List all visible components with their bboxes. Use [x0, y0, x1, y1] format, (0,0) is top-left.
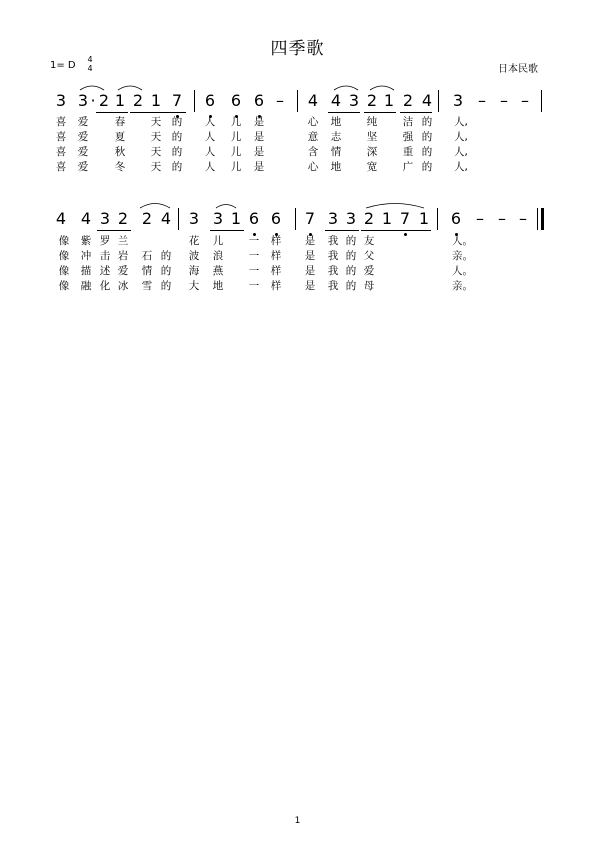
lyric: 浪: [212, 250, 224, 262]
note: 2: [363, 209, 375, 228]
lyric: 紫: [80, 235, 92, 247]
lyric: 爱: [77, 146, 89, 158]
lyric: 人,: [454, 146, 468, 158]
note: 6: [450, 209, 462, 228]
lyric: 的: [421, 146, 433, 158]
lyric: 冲: [80, 250, 92, 262]
lyric: 波: [188, 250, 200, 262]
dash: –: [498, 209, 506, 228]
lyric: 是: [304, 265, 316, 277]
dash: –: [521, 91, 529, 110]
time-signature-top: 4: [87, 55, 93, 64]
lyric: 爱: [117, 265, 129, 277]
lyric: 深: [366, 146, 378, 158]
note: 3: [348, 91, 360, 110]
lyric: 描: [80, 265, 92, 277]
note: 4: [80, 209, 92, 228]
lyric: 是: [253, 161, 265, 173]
lyric: 儿: [230, 161, 242, 173]
note: 2: [141, 209, 153, 228]
lyric: 一: [248, 280, 260, 292]
lyric: 是: [253, 131, 265, 143]
lyric: 是: [253, 116, 265, 128]
note: 6: [270, 209, 282, 228]
lyric: 的: [171, 146, 183, 158]
note: 7: [171, 91, 183, 110]
lyric: 宽: [366, 161, 378, 173]
lyric: 人,: [454, 116, 468, 128]
note: 3: [99, 209, 111, 228]
note: 3: [55, 91, 67, 110]
lyric: 像: [58, 280, 70, 292]
lyric: 广: [402, 161, 414, 173]
lyric: 地: [212, 280, 224, 292]
lyric: 大: [188, 280, 200, 292]
lyric: 情: [141, 265, 153, 277]
note: 3: [212, 209, 224, 228]
lyric: 重: [402, 146, 414, 158]
slur: [118, 86, 142, 90]
lyric: 我: [327, 265, 339, 277]
lyric: 的: [345, 280, 357, 292]
lyric: 石: [141, 250, 153, 262]
lyric: 冰: [117, 280, 129, 292]
lyric: 像: [58, 235, 70, 247]
lyric: 春: [114, 116, 126, 128]
lyric: 儿: [230, 146, 242, 158]
dash: –: [519, 209, 527, 228]
lyric: 爱: [77, 161, 89, 173]
lyric: 儿: [230, 116, 242, 128]
lyric: 的: [345, 250, 357, 262]
lyric: 样: [270, 265, 282, 277]
slur: [140, 204, 170, 209]
note: 4: [55, 209, 67, 228]
lyric: 是: [304, 235, 316, 247]
lyric: 样: [270, 250, 282, 262]
lyric: 秋: [114, 146, 126, 158]
note: 2: [132, 91, 144, 110]
key-signature: 1= D: [50, 60, 76, 71]
note: 2: [366, 91, 378, 110]
lyric: 是: [304, 280, 316, 292]
lyric: 兰: [117, 235, 129, 247]
lyric: 人,: [454, 131, 468, 143]
lyric: 样: [270, 280, 282, 292]
note: 1: [381, 209, 393, 228]
lyric: 情: [330, 146, 342, 158]
lyric: 海: [188, 265, 200, 277]
lyric: 的: [171, 116, 183, 128]
lyric: 喜: [55, 116, 67, 128]
lyric: 人,: [454, 161, 468, 173]
lyric: 像: [58, 250, 70, 262]
lyric: 人: [204, 131, 216, 143]
lyric: 人: [204, 161, 216, 173]
note: 1: [150, 91, 162, 110]
slur: [216, 205, 236, 209]
slur: [366, 204, 424, 209]
lyric: 燕: [212, 265, 224, 277]
note: 1: [114, 91, 126, 110]
lyric: 雪: [141, 280, 153, 292]
note: 6: [204, 91, 216, 110]
lyric: 的: [160, 265, 172, 277]
lyric: 父: [363, 250, 375, 262]
dash: –: [476, 209, 484, 228]
lyric: 的: [160, 250, 172, 262]
lyric: 友: [363, 235, 375, 247]
time-signature-bottom: 4: [87, 64, 93, 73]
lyric: 喜: [55, 146, 67, 158]
lyric: 天: [150, 131, 162, 143]
note: 3: [345, 209, 357, 228]
lyric: 亲。: [452, 250, 473, 262]
note: 4: [160, 209, 172, 228]
lyric: 的: [421, 131, 433, 143]
lyric: 爱: [77, 116, 89, 128]
lyric: 强: [402, 131, 414, 143]
composer-credit: 日本民歌: [498, 64, 538, 75]
lyric: 罗: [99, 235, 111, 247]
lyric: 一: [248, 235, 260, 247]
lyric: 夏: [114, 131, 126, 143]
lyric: 冬: [114, 161, 126, 173]
lyric: 爱: [363, 265, 375, 277]
lyric: 心: [307, 161, 319, 173]
lyric: 我: [327, 235, 339, 247]
lyric: 的: [171, 131, 183, 143]
lyric: 地: [330, 116, 342, 128]
lyric: 花: [188, 235, 200, 247]
slur: [334, 86, 358, 90]
lyric: 地: [330, 161, 342, 173]
note: 2: [98, 91, 110, 110]
lyric: 的: [345, 265, 357, 277]
lyric: 坚: [366, 131, 378, 143]
lyric: 人: [204, 146, 216, 158]
lyric: 我: [327, 250, 339, 262]
note: 3: [327, 209, 339, 228]
note: 6: [230, 91, 242, 110]
dash: –: [500, 91, 508, 110]
lyric: 是: [304, 250, 316, 262]
lyric: 岩: [117, 250, 129, 262]
lyric: 的: [171, 161, 183, 173]
lyric: 击: [99, 250, 111, 262]
slur: [370, 86, 394, 90]
lyric: 含: [307, 146, 319, 158]
lyric: 意: [307, 131, 319, 143]
note: 2: [117, 209, 129, 228]
lyric: 天: [150, 146, 162, 158]
song-title: 四季歌: [270, 39, 325, 59]
note: 4: [330, 91, 342, 110]
lyric: 融: [80, 280, 92, 292]
lyric: 人。: [452, 265, 473, 277]
note: 3: [77, 91, 89, 110]
lyric: 述: [99, 265, 111, 277]
lyric: 的: [345, 235, 357, 247]
dash: –: [276, 91, 284, 110]
lyric: 洁: [402, 116, 414, 128]
dot-mark: ·: [90, 91, 96, 110]
lyric: 母: [363, 280, 375, 292]
page-number: 1: [294, 816, 301, 826]
lyric: 样: [270, 235, 282, 247]
note: 1: [230, 209, 242, 228]
lyric: 心: [307, 116, 319, 128]
lyric: 人。: [452, 235, 473, 247]
lyric: 化: [99, 280, 111, 292]
lyric: 的: [421, 116, 433, 128]
note: 2: [402, 91, 414, 110]
lyric: 喜: [55, 131, 67, 143]
lyric: 像: [58, 265, 70, 277]
lyric: 天: [150, 161, 162, 173]
lyric: 一: [248, 250, 260, 262]
lyric: 天: [150, 116, 162, 128]
note: 7: [304, 209, 316, 228]
note: 1: [418, 209, 430, 228]
lyric: 的: [421, 161, 433, 173]
note: 3: [188, 209, 200, 228]
lyric: 志: [330, 131, 342, 143]
dash: –: [478, 91, 486, 110]
note: 1: [383, 91, 395, 110]
slur: [80, 86, 104, 90]
note: 7: [399, 209, 411, 228]
lyric: 人: [204, 116, 216, 128]
lyric: 一: [248, 265, 260, 277]
lyric: 纯: [366, 116, 378, 128]
lyric: 喜: [55, 161, 67, 173]
lyric: 儿: [212, 235, 224, 247]
note: 3: [452, 91, 464, 110]
lyric: 我: [327, 280, 339, 292]
note: 4: [307, 91, 319, 110]
lyric: 爱: [77, 131, 89, 143]
lyric: 亲。: [452, 280, 473, 292]
lyric: 是: [253, 146, 265, 158]
lyric: 的: [160, 280, 172, 292]
lyric: 儿: [230, 131, 242, 143]
note: 6: [253, 91, 265, 110]
note: 4: [421, 91, 433, 110]
note: 6: [248, 209, 260, 228]
